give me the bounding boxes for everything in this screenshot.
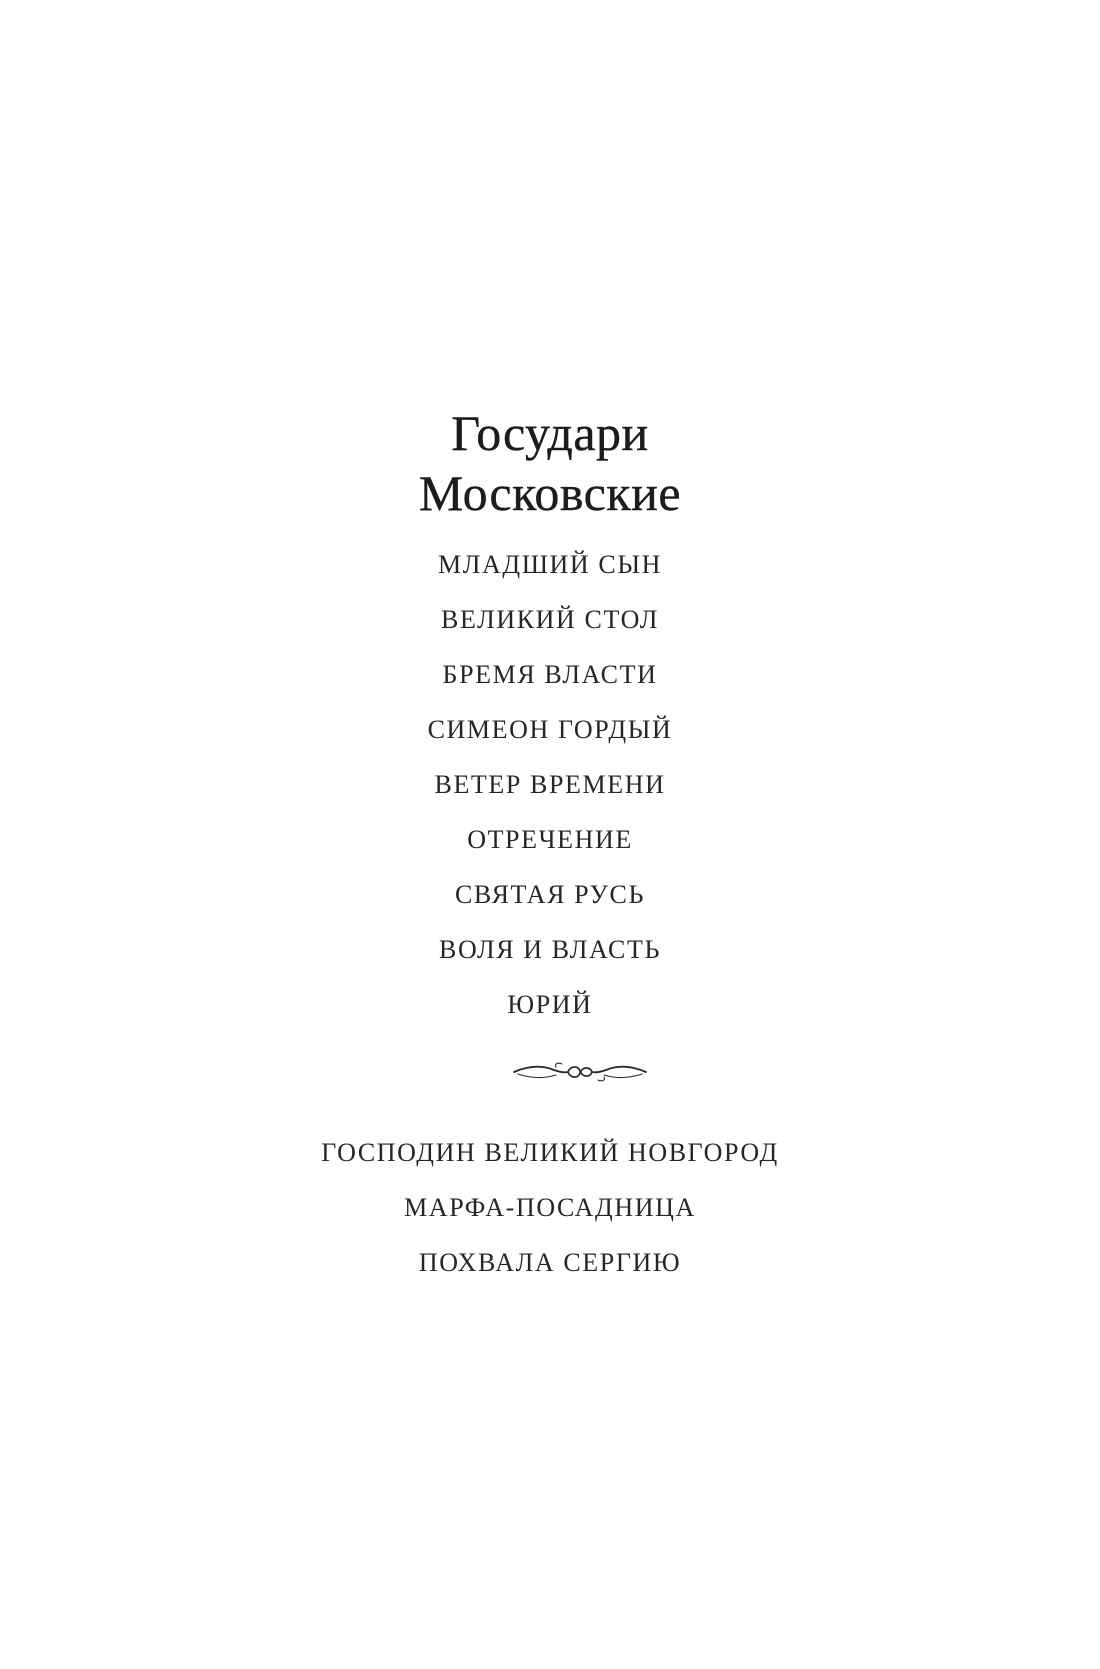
- book-title: ВЕТЕР ВРЕМЕНИ: [434, 770, 666, 799]
- series-title-line-2: Московские: [418, 465, 682, 521]
- book-title: ОТРЕЧЕНИЕ: [467, 825, 633, 854]
- flourish-divider-icon: [510, 1056, 650, 1088]
- series-book-list: [0, 545, 1100, 1040]
- book-title: ВОЛЯ И ВЛАСТЬ: [439, 935, 661, 964]
- series-title-line-1: Государи: [451, 405, 649, 461]
- book-title: МЛАДШИЙ СЫН: [438, 550, 662, 579]
- book-title: ВЕЛИКИЙ СТОЛ: [441, 605, 659, 634]
- book-title: СВЯТАЯ РУСЬ: [454, 880, 646, 909]
- book-title: ПОХВАЛА СЕРГИЮ: [418, 1248, 682, 1277]
- book-title: БРЕМЯ ВЛАСТИ: [442, 660, 658, 689]
- book-title: МАРФА-ПОСАДНИЦА: [404, 1193, 696, 1222]
- book-title: СИМЕОН ГОРДЫЙ: [427, 715, 673, 744]
- other-books-list: [0, 1133, 1100, 1298]
- book-title: ГОСПОДИН ВЕЛИКИЙ НОВГОРОД: [321, 1138, 779, 1167]
- book-title: ЮРИЙ: [507, 990, 593, 1019]
